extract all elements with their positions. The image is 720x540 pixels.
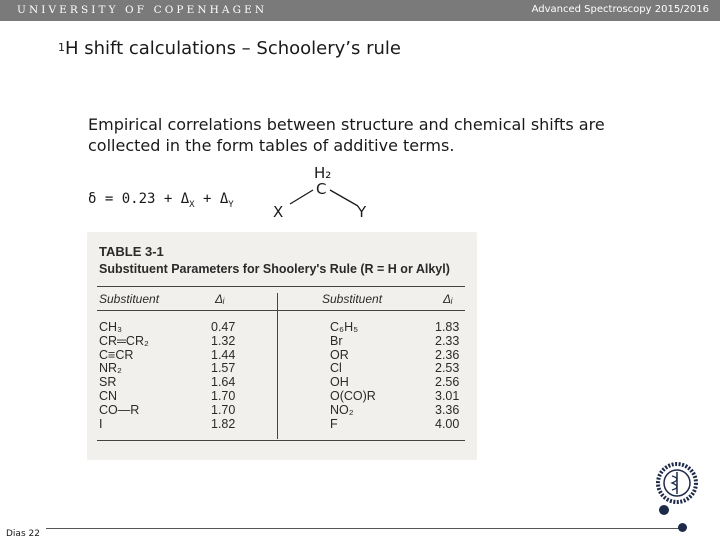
title-superscript: 1 bbox=[58, 41, 65, 54]
table-cell-value: 2.53 bbox=[435, 361, 460, 376]
table-cell-value: 1.70 bbox=[211, 388, 236, 403]
structure-carbon: C bbox=[316, 180, 327, 198]
title-text: H shift calculations – Schoolery’s rule bbox=[65, 38, 401, 59]
table-cell-value: 1.57 bbox=[211, 361, 236, 376]
table-cell-substituent: SR bbox=[99, 375, 117, 390]
table-cell-value: 3.36 bbox=[435, 402, 460, 417]
slide-title bbox=[58, 38, 401, 59]
table-number: TABLE 3-1 bbox=[99, 244, 164, 259]
shift-formula bbox=[88, 191, 234, 210]
table-cell-substituent: I bbox=[99, 416, 103, 431]
table-column-divider bbox=[277, 293, 278, 439]
table-cell-substituent: OH bbox=[330, 375, 349, 390]
table-cell-value: 0.47 bbox=[211, 320, 236, 334]
right-values bbox=[435, 321, 459, 431]
table-cell-substituent: CN bbox=[99, 388, 118, 403]
formula-lead: δ = 0.23 + Δ bbox=[88, 191, 190, 207]
methylene-structure bbox=[268, 160, 378, 222]
table-cell-substituent: NR₂ bbox=[99, 361, 122, 376]
header-bar bbox=[0, 0, 720, 21]
table-cell-value: 1.44 bbox=[211, 347, 236, 362]
bond-y bbox=[330, 190, 358, 206]
left-values bbox=[211, 321, 235, 431]
shoolery-table-scan bbox=[87, 232, 477, 460]
table-cell-substituent: C₆H₅ bbox=[330, 320, 359, 334]
table-cell-substituent: CR═CR₂ bbox=[99, 333, 149, 348]
table-cell-value: 2.56 bbox=[435, 375, 460, 390]
header-delta-left: Δᵢ bbox=[215, 292, 225, 306]
course-title: Advanced Spectroscopy 2015/2016 bbox=[531, 4, 709, 15]
table-cell-value: 1.83 bbox=[435, 320, 460, 334]
header-delta-right: Δᵢ bbox=[443, 292, 453, 306]
table-cell-substituent: Cl bbox=[330, 361, 342, 376]
table-cell-substituent: F bbox=[330, 416, 338, 431]
right-substituents bbox=[330, 321, 376, 431]
structure-h2: H₂ bbox=[314, 164, 332, 182]
table-cell-value: 1.32 bbox=[211, 333, 236, 348]
formula-sub-y: Y bbox=[228, 199, 234, 210]
header-substituent-left: Substituent bbox=[99, 292, 160, 306]
table-caption: Substituent Parameters for Shoolery's Rule (R = H or Alkyl) bbox=[99, 262, 450, 276]
slide-number: Dias 22 bbox=[6, 529, 40, 539]
left-substituents bbox=[99, 321, 149, 431]
table-cell-value: 1.82 bbox=[211, 416, 236, 431]
table-cell-substituent: C≡CR bbox=[99, 347, 134, 362]
table-cell-value: 2.36 bbox=[435, 347, 460, 362]
university-seal-icon bbox=[655, 460, 703, 520]
structure-x: X bbox=[273, 203, 284, 221]
structure-y: Y bbox=[357, 203, 367, 221]
table-bottom-rule bbox=[97, 440, 465, 441]
bond-x bbox=[290, 190, 313, 204]
header-substituent-right: Substituent bbox=[322, 292, 383, 306]
intro-text: Empirical correlations between structure and chemical shifts are collected in the form tables of additive terms. bbox=[88, 115, 605, 155]
table-cell-value: 1.64 bbox=[211, 375, 236, 390]
table-cell-substituent: CO—R bbox=[99, 402, 140, 417]
table-cell-value: 2.33 bbox=[435, 333, 460, 348]
table-header-rule bbox=[97, 310, 465, 311]
table-cell-substituent: Br bbox=[330, 333, 343, 348]
formula-mid: + Δ bbox=[194, 191, 229, 207]
table-cell-value: 4.00 bbox=[435, 416, 460, 431]
table-cell-substituent: O(CO)R bbox=[330, 388, 376, 403]
formula-sub-x: X bbox=[189, 199, 195, 210]
table-cell-value: 1.70 bbox=[211, 402, 236, 417]
table-cell-substituent: CH₃ bbox=[99, 320, 123, 334]
table-cell-value: 3.01 bbox=[435, 388, 460, 403]
university-name: UNIVERSITY OF COPENHAGEN bbox=[17, 4, 268, 16]
footer-dot bbox=[678, 523, 687, 532]
table-cell-substituent: OR bbox=[330, 347, 349, 362]
table-cell-substituent: NO₂ bbox=[330, 402, 354, 417]
table-top-rule bbox=[97, 286, 465, 287]
footer-rule bbox=[46, 528, 686, 529]
